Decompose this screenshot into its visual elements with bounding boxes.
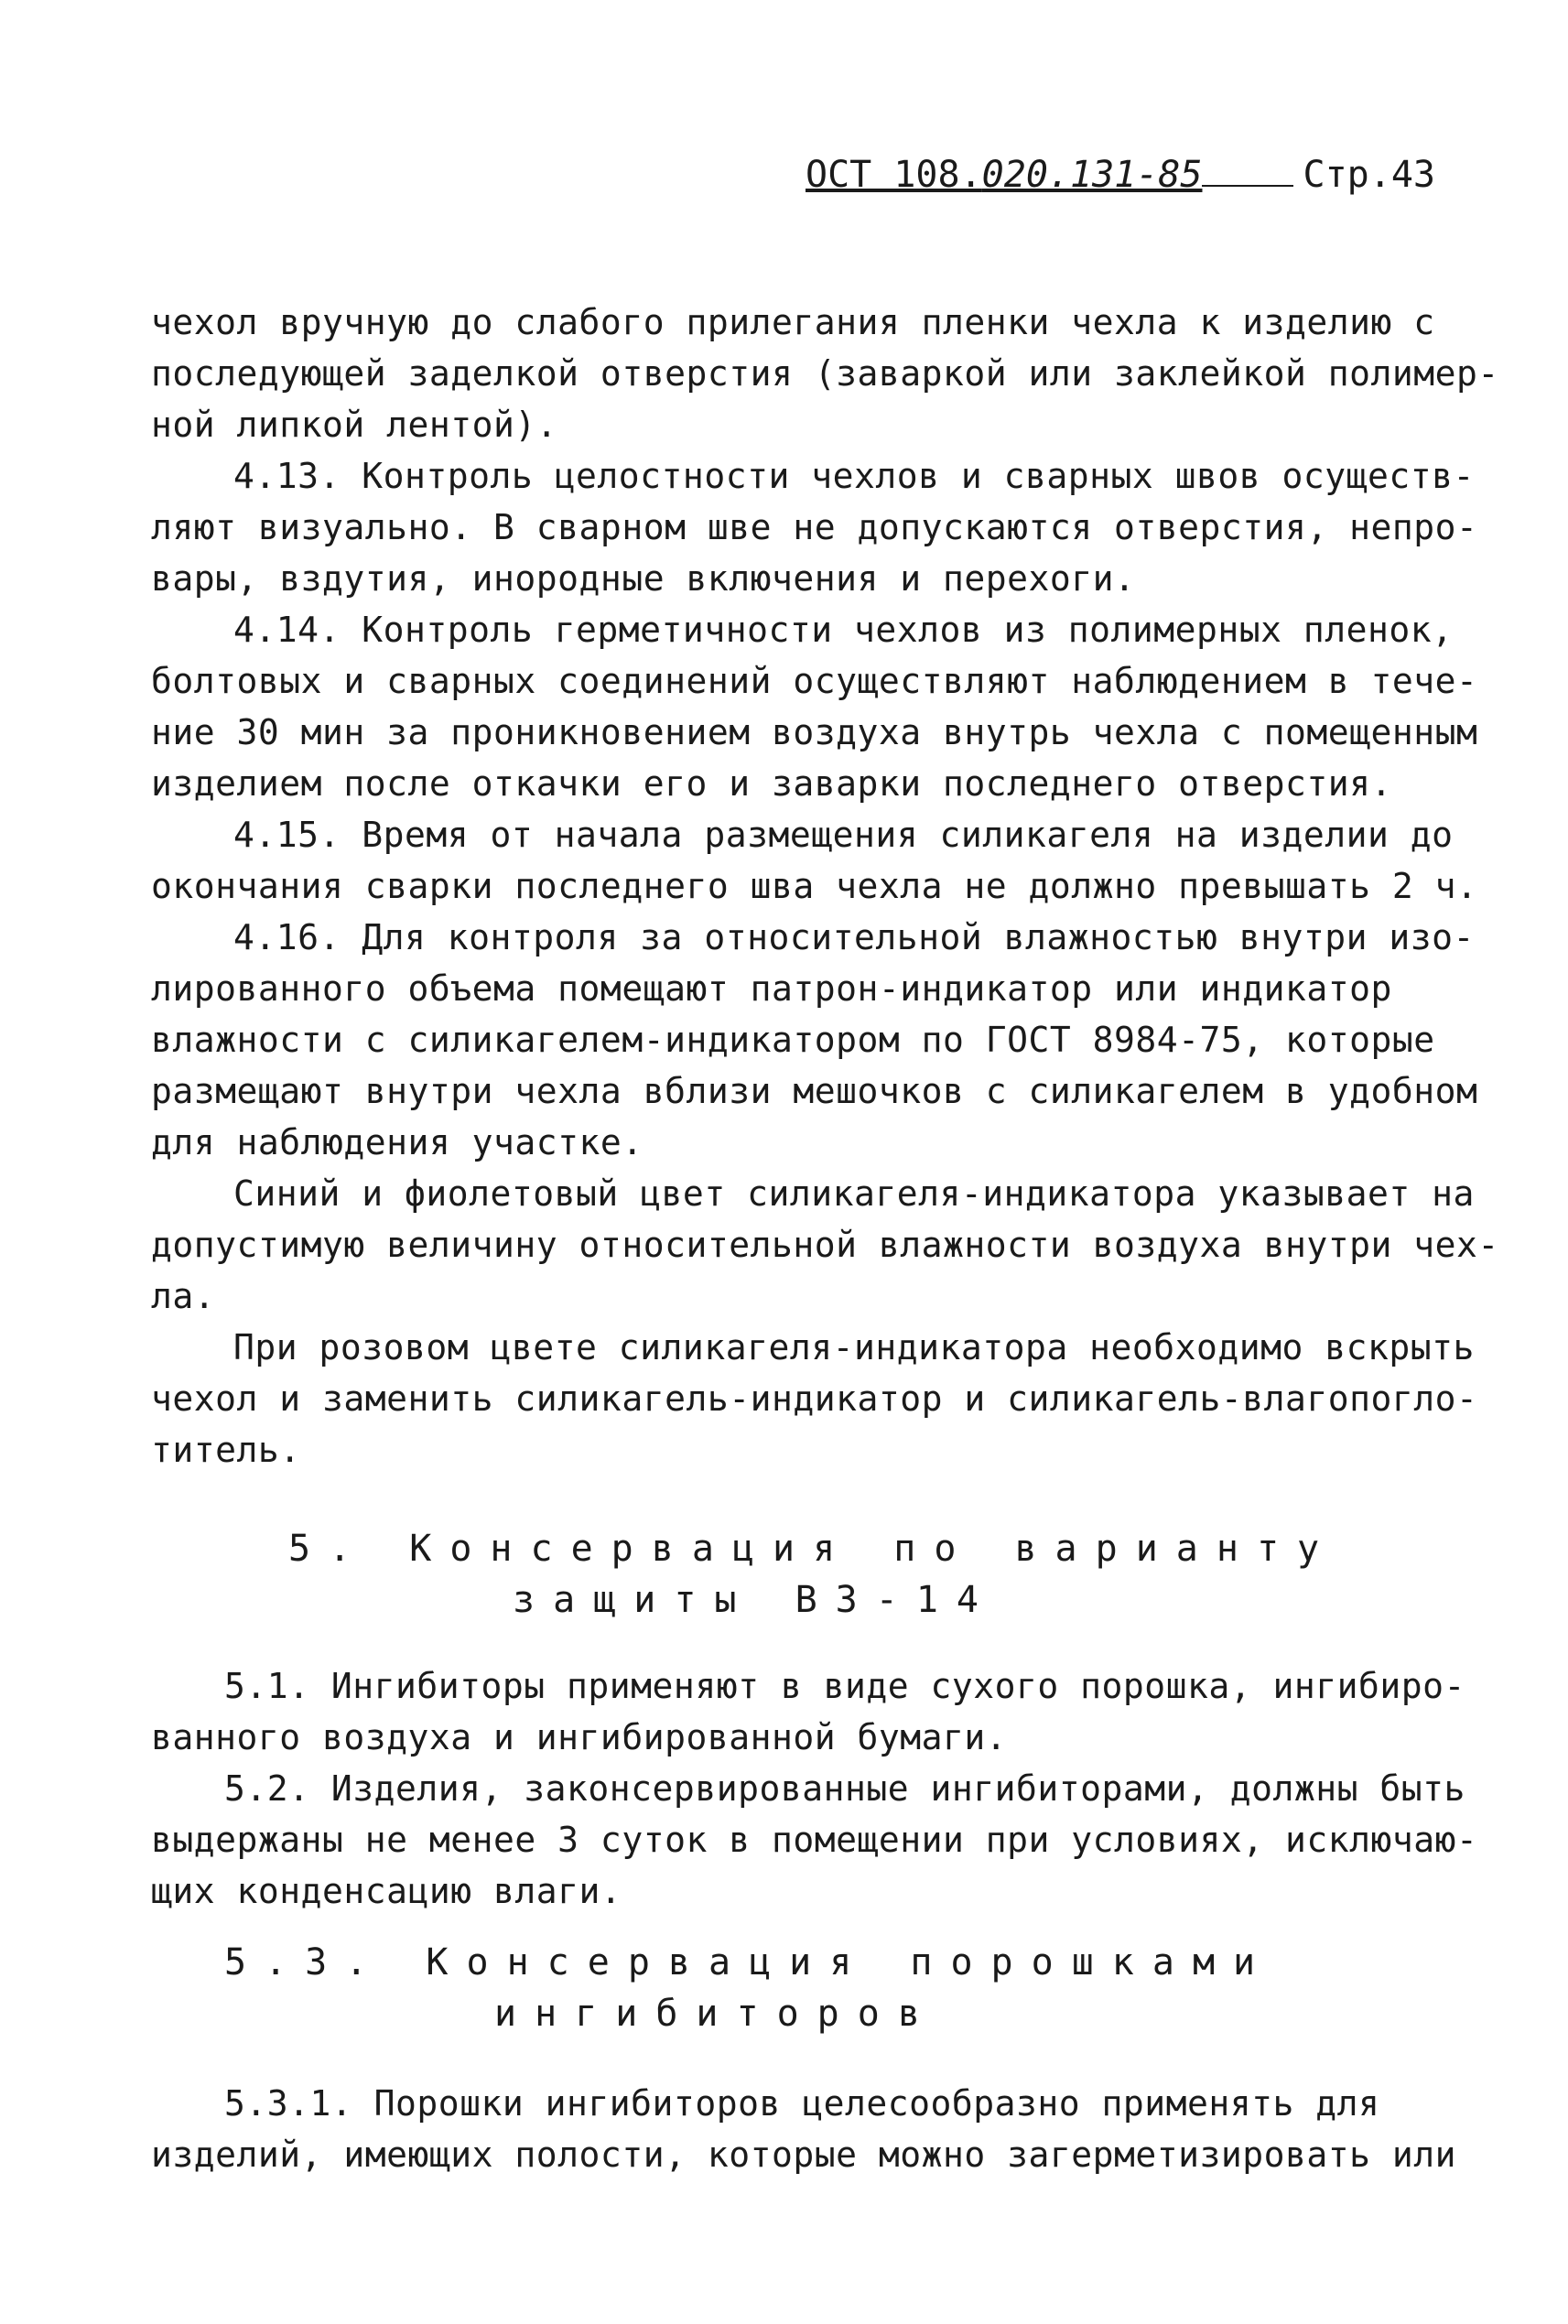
paragraph-indicator-pink: При розовом цвете силикагеля-индикатора необходимо вскрыть [233,1327,1475,1367]
paragraph-4-13: 4.13. Контроль целостности чехлов и сварных швов осуществ- [233,456,1475,496]
text-line: последующей заделкой отверстия (заваркой или заклейкой полимер- [151,353,1499,394]
text-line: допустимую величину относительной влажности воздуха внутри чех- [151,1225,1499,1265]
text-line: влажности с силикагелем-индикатором по ГОСТ 8984-75, которые [151,1020,1435,1060]
text-line: ной липкой лентой). [151,405,558,445]
text-line: чехол и заменить силикагель-индикатор и силикагель-влагопогло- [151,1378,1478,1419]
paragraph-5-1: 5.1. Ингибиторы применяют в виде сухого порошка, ингибиро- [224,1666,1465,1706]
text-line: чехол вручную до слабого прилегания пленки чехла к изделию с [151,302,1435,342]
text-line: титель. [151,1430,301,1470]
section-5-title-line2: защиты ВЗ-14 [513,1579,997,1621]
text-line: ляют визуально. В сварном шве не допускаются отверстия, непро- [151,507,1478,547]
text-line: изделием после откачки его и заварки последнего отверстия. [151,763,1392,804]
paragraph-4-14: 4.14. Контроль герметичности чехлов из полимерных пленок, [233,610,1454,650]
paragraph-5-3-1: 5.3.1. Порошки ингибиторов целесообразно применять для [224,2083,1380,2124]
paragraph-5-2: 5.2. Изделия, законсервированные ингибиторами, должны быть [224,1768,1465,1809]
section-5-3-title-line2: ингибиторов [494,1993,938,2035]
doc-number-prefix: ОСТ 108. [806,154,982,196]
page-number: Стр.43 [1303,154,1435,196]
paragraph-4-15: 4.15. Время от начала размещения силикагеля на изделии до [233,815,1454,855]
paragraph-indicator-blue: Синий и фиолетовый цвет силикагеля-индикатора указывает на [233,1173,1475,1214]
page-header [806,154,1435,196]
doc-number-handwritten: 020.131-85 [981,154,1203,196]
text-line: щих конденсацию влаги. [151,1871,622,1911]
text-line: окончания сварки последнего шва чехла не должно превышать 2 ч. [151,866,1478,906]
text-line: размещают внутри чехла вблизи мешочков с силикагелем в удобном [151,1071,1478,1111]
text-line: ние 30 мин за проникновением воздуха внутрь чехла с помещенным [151,712,1478,752]
text-line: лированного объема помещают патрон-индикатор или индикатор [151,968,1392,1009]
text-line: вары, вздутия, инородные включения и перехоги. [151,558,1136,599]
text-line: ванного воздуха и ингибированной бумаги. [151,1717,1008,1757]
text-line: выдержаны не менее 3 суток в помещении при условиях, исключаю- [151,1820,1478,1860]
text-line: ла. [151,1276,216,1316]
paragraph-4-16: 4.16. Для контроля за относительной влажностью внутри изо- [233,917,1475,957]
section-5-title: 5. Консервация по варианту [288,1528,1338,1570]
header-underline [1202,185,1293,187]
text-line: для наблюдения участке. [151,1122,643,1162]
section-5-3-title: 5.3. Консервация порошками [224,1941,1274,1984]
text-line: изделий, имеющих полости, которые можно загерметизировать или [151,2135,1457,2175]
text-line: болтовых и сварных соединений осуществляют наблюдением в тече- [151,661,1478,701]
